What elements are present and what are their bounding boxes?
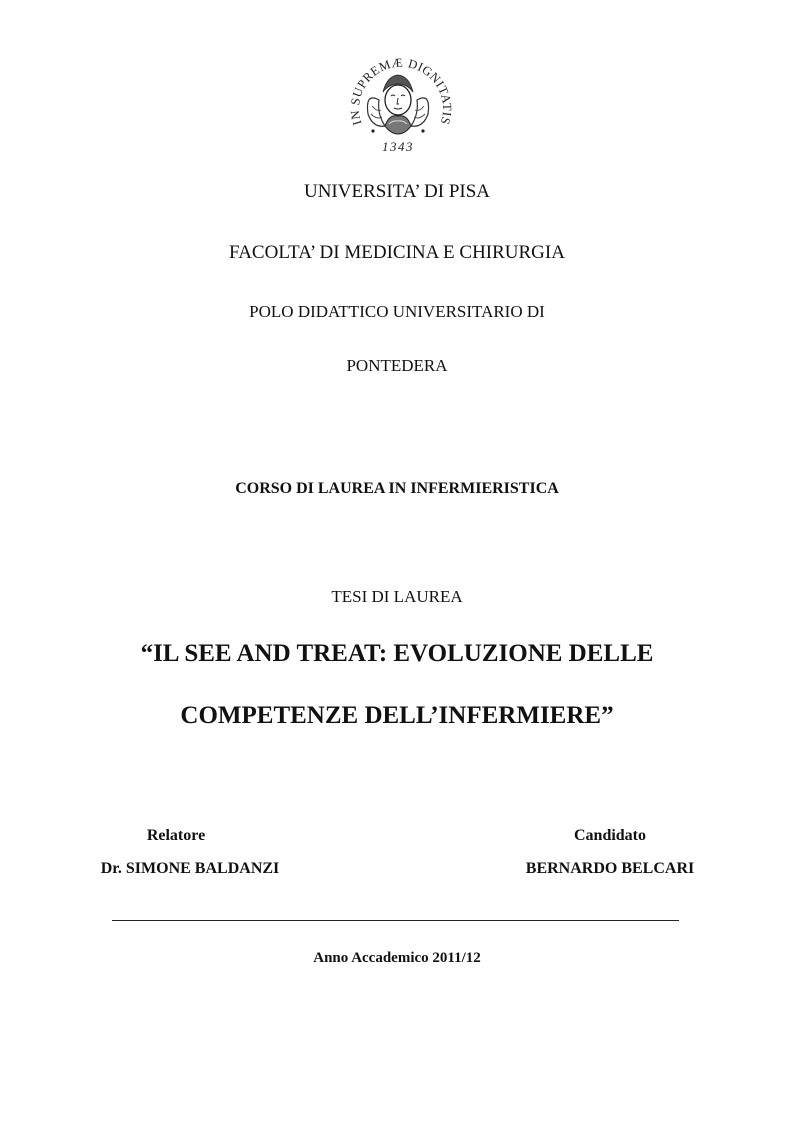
candidate-name: BERNARDO BELCARI — [525, 860, 695, 877]
thesis-title-line-1: “IL SEE AND TREAT: EVOLUZIONE DELLE — [140, 640, 654, 667]
supervisor-name: Dr. SIMONE BALDANZI — [100, 860, 280, 877]
academic-year: Anno Accademico 2011/12 — [313, 950, 481, 966]
thesis-type: TESI DI LAUREA — [331, 587, 463, 606]
faculty-name: FACOLTA’ DI MEDICINA E CHIRURGIA — [229, 242, 565, 263]
campus-line-1: POLO DIDATTICO UNIVERSITARIO DI — [249, 302, 545, 321]
campus-line-2: PONTEDERA — [346, 356, 448, 375]
seal-year: 1343 — [382, 139, 414, 154]
candidate-label: Candidato — [573, 827, 647, 844]
thesis-title-line-2: COMPETENZE DELL’INFERMIERE” — [180, 702, 614, 729]
seal-motto: IN SUPREMÆ DIGNITATIS — [347, 55, 455, 127]
supervisor-label: Relatore — [146, 827, 206, 844]
university-seal-logo — [335, 40, 461, 158]
divider-line — [112, 920, 679, 921]
course-name: CORSO DI LAUREA IN INFERMIERISTICA — [235, 480, 559, 497]
university-name: UNIVERSITA’ DI PISA — [303, 181, 490, 202]
